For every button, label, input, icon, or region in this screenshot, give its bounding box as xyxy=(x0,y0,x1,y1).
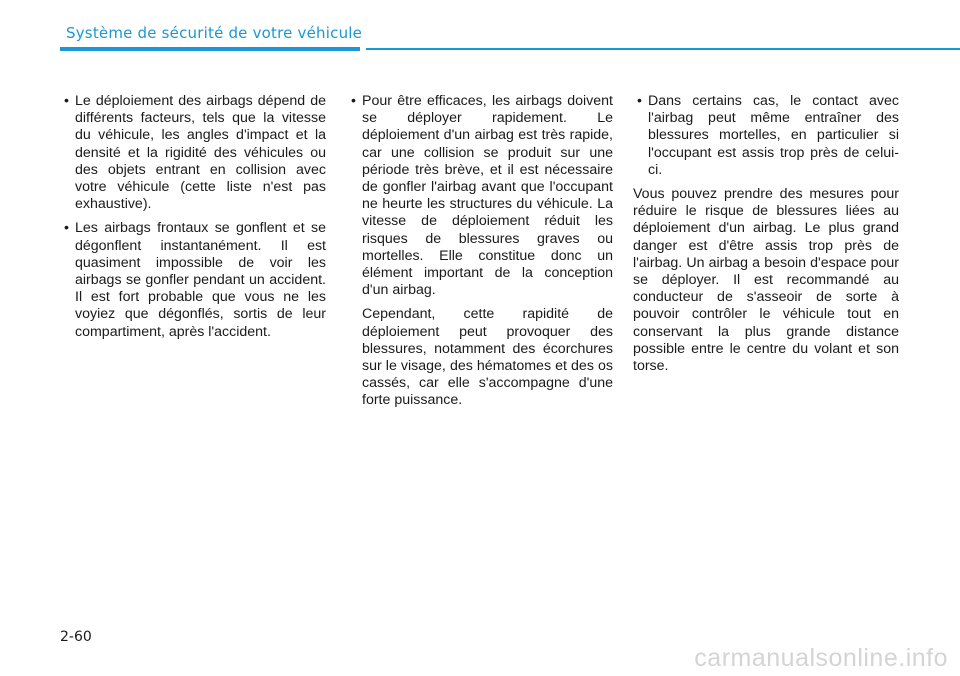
bullet-frontal-airbags: • Les airbags frontaux se gonflent et se dégonflent instantanément. Il est quasiment impossible de voir les airbags se gonfler pendant un accident. Il est fort probable que vous ne les voyiez que dégonflés, sortis de leur compartiment, après l'accident. xyxy=(60,220,326,340)
text-column-2 xyxy=(347,93,613,417)
text-column-3 xyxy=(633,93,899,382)
header-rule-thin xyxy=(366,48,960,50)
bullet-continuation-injuries: Cependant, cette rapidité de déploiement peut provoquer des blessures, notamment des écorchures sur le visage, des hématomes et des os cassés, car elle s'accompagne d'une forte puissance. xyxy=(362,306,613,409)
bullet-deployment-factors: • Le déploiement des airbags dépend de différents facteurs, tels que la vitesse du véhicule, les angles d'impact et la densité et la rigidité des véhicules ou des objets entrant en collision avec votre véhicule (cette liste n'est pas exhaustive). xyxy=(60,93,326,213)
header-rule-thick xyxy=(60,47,360,51)
bullet-fatal-injuries: • Dans certains cas, le contact avec l'airbag peut même entraîner des blessures mortelles, en particulier si l'occupant est assis trop près de celui-ci. xyxy=(633,93,899,179)
watermark-text: carmanualsonline.info xyxy=(694,644,948,672)
page-number: 2-60 xyxy=(60,629,92,645)
bullet-rapid-deployment: • Pour être efficaces, les airbags doivent se déployer rapidement. Le déploiement d'un airbag est très rapide, car une collision se produit sur une période très brève, et il est nécessaire de gonfler l'airbag avant que l'occupant ne heurte les structures du véhicule. La vitesse de déploiement réduit les risques de blessures graves ou mortelles. Elle constitue donc un élément important de la conception d'un airbag. xyxy=(347,93,613,299)
paragraph-risk-reduction: Vous pouvez prendre des mesures pour réduire le risque de blessures liées au déploiement d'un airbag. Le plus grand danger est d'être assis trop près de l'airbag. Un airbag a besoin d'espace pour se déployer. Il est recommandé au conducteur de s'asseoir de sorte à pouvoir contrôler le véhicule tout en conservant la plus grande distance possible entre le centre du volant et son torse. xyxy=(633,186,899,375)
text-column-1 xyxy=(60,93,326,348)
section-header-title: Système de sécurité de votre véhicule xyxy=(66,24,363,42)
